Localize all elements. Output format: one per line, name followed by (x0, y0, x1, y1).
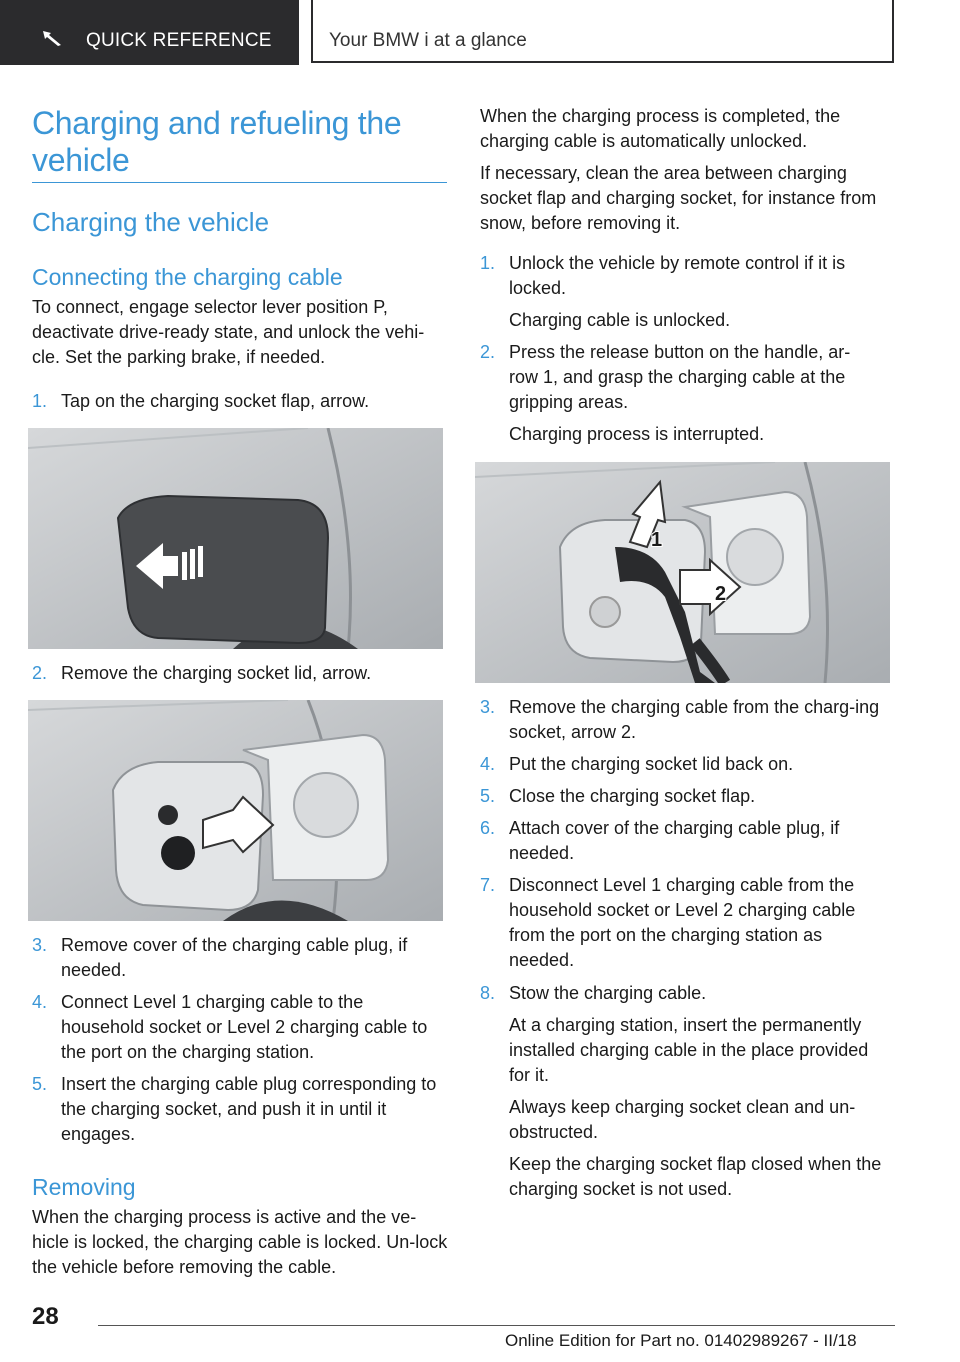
header-tab (0, 0, 299, 65)
section-header (311, 0, 894, 63)
charging-socket-photo (28, 700, 443, 921)
arrow-label-1: 1 (651, 529, 663, 551)
charging-cable-photo (475, 462, 890, 683)
arrow-icon (41, 29, 63, 47)
page-number: 28 (32, 1303, 59, 1330)
tab-label: QUICK REFERENCE (86, 30, 272, 51)
step-note: Charging cable is unlocked. (509, 310, 731, 330)
step-note: Always keep charging socket clean and un-obstructed. (509, 1097, 856, 1142)
intro-paragraph: If necessary, clean the area between charging socket flap and charging socket, for instance from snow, before removing it. (480, 163, 877, 233)
section-title: Your BMW i at a glance (329, 30, 527, 51)
footer-divider (98, 1325, 895, 1326)
edition-info: Online Edition for Part no. 01402989267 - II/18 (505, 1331, 857, 1350)
connect-heading: Connecting the charging cable (32, 264, 343, 290)
connect-intro: To connect, engage selector lever position P, deactivate drive-ready state, and unlock the vehi-cle. Set the parking brake, if needed. (32, 297, 425, 367)
arrow-label-2: 2 (715, 583, 727, 605)
intro-paragraph: When the charging process is completed, the charging cable is automatically unlocked. (480, 106, 841, 151)
section-heading: Charging the vehicle (32, 207, 270, 237)
step-note: Charging process is interrupted. (509, 424, 765, 444)
removing-text: When the charging process is active and the ve-hicle is locked, the charging cable is locked. Un-lock the vehicle before removing the cable. (32, 1207, 448, 1277)
removing-heading: Removing (32, 1174, 136, 1200)
page-title: Charging and refueling the vehicle (32, 105, 402, 178)
title-divider (32, 182, 447, 183)
step-note: Keep the charging socket flap closed when the charging socket is not used. (509, 1154, 882, 1199)
charging-flap-photo (28, 428, 443, 649)
step-note: At a charging station, insert the permanently installed charging cable in the place provided for it. (509, 1015, 869, 1085)
